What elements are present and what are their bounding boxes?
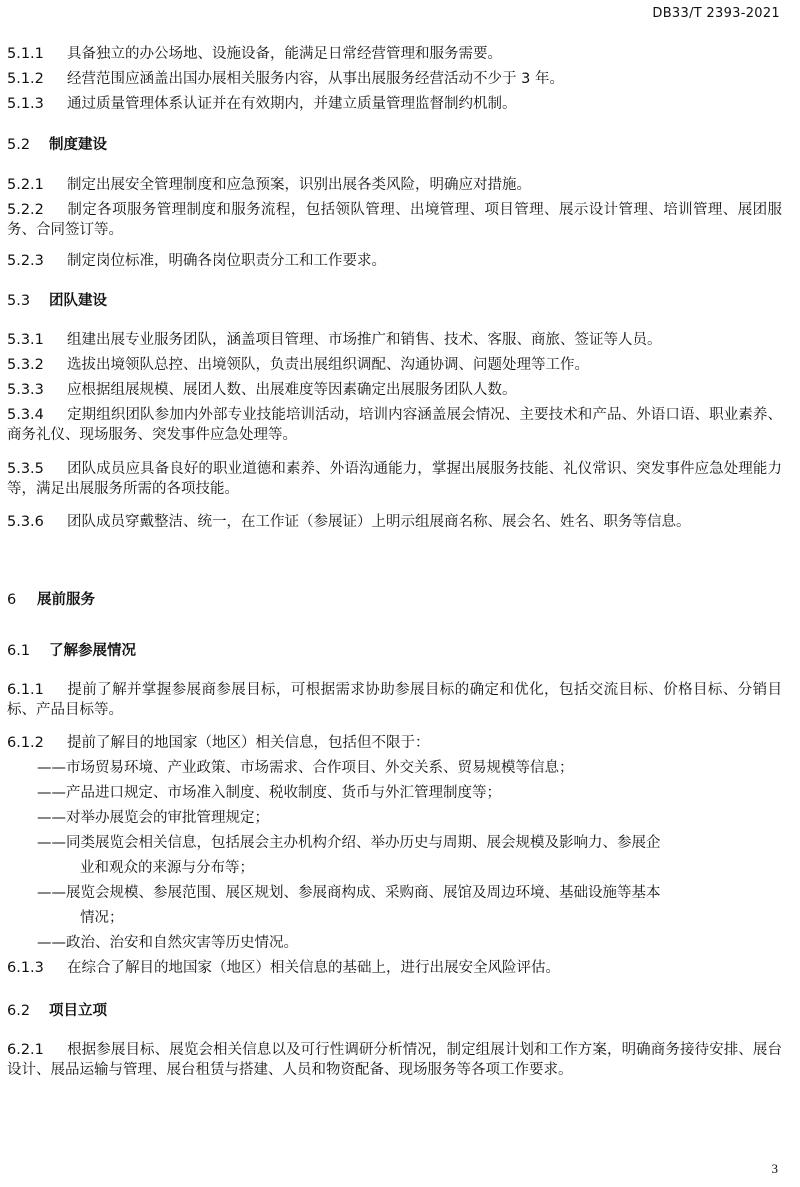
clause-text: 经营范围应涵盖出国办展相关服务内容，从事出展服务经营活动不少于 3 年。 [67,71,564,87]
list-item: ——对举办展览会的审批管理规定； [37,810,269,826]
heading-text: 了解参展情况 [49,643,136,659]
clause-number: 5.3.6 [7,514,44,530]
section-heading-5-3 [7,291,782,311]
clause-number: 5.1.2 [7,71,44,87]
list-item: ——产品进口规定、市场准入制度、税收制度、货币与外汇管理制度等； [37,785,501,801]
clause-text: 在综合了解目的地国家（地区）相关信息的基础上，进行出展安全风险评估。 [67,960,560,976]
clause-5-1-1 [7,44,782,64]
clause-6-1-1 [7,680,782,720]
clause-6-2-1 [7,1040,782,1080]
heading-number: 6 [7,592,17,608]
clause-text: 选拔出境领队总控、出境领队，负责出展组织调配、沟通协调、问题处理等工作。 [67,357,589,373]
list-item: ——同类展览会相关信息，包括展会主办机构介绍、举办历史与周期、展会规模及影响力、参展企 [37,835,661,851]
list-item: ——展览会规模、参展范围、展区规划、参展商构成、采购商、展馆及周边环境、基础设施等基本 [37,885,661,901]
list-item: ——政治、治安和自然灾害等历史情况。 [37,935,298,951]
clause-text: 通过质量管理体系认证并在有效期内，并建立质量管理监督制约机制。 [67,96,517,112]
document-code: DB33/T 2393-2021 [652,6,780,21]
clause-text: 制定各项服务管理制度和服务流程，包括领队管理、出境管理、项目管理、展示设计管理、培训管理、展团服务、合同签订等。 [7,202,782,238]
page-number: 3 [771,1161,778,1176]
clause-number: 5.2.2 [7,202,44,218]
clause-6-1-3 [7,958,782,978]
list-item-continued: 业和观众的来源与分布等； [80,860,254,876]
heading-text: 项目立项 [49,1003,107,1019]
clause-5-3-6 [7,512,782,532]
clause-text: 团队成员应具备良好的职业道德和素养、外语沟通能力，掌握出展服务技能、礼仪常识、突发事件应急处理能力等，满足出展服务所需的各项技能。 [7,461,782,497]
section-heading-5-2 [7,135,782,155]
section-heading-6-2 [7,1001,782,1021]
clause-number: 5.3.4 [7,407,44,423]
clause-5-2-2 [7,200,782,240]
clause-number: 5.1.1 [7,46,44,62]
clause-5-2-3 [7,251,782,271]
clause-5-3-5 [7,459,782,499]
clause-5-3-4 [7,405,782,445]
clause-6-1-2 [7,733,782,753]
list-item-continued: 情况； [80,910,124,926]
heading-number: 5.3 [7,293,31,309]
chapter-heading-6 [7,590,782,610]
clause-text: 根据参展目标、展览会相关信息以及可行性调研分析情况，制定组展计划和工作方案，明确商务接待安排、展台设计、展品运输与管理、展台租赁与搭建、人员和物资配备、现场服务等各项工作要求。 [7,1042,782,1078]
clause-number: 6.1.3 [7,960,44,976]
list-item: ——市场贸易环境、产业政策、市场需求、合作项目、外交关系、贸易规模等信息； [37,760,574,776]
heading-number: 6.2 [7,1003,31,1019]
clause-number: 6.1.1 [7,682,44,698]
clause-text: 提前了解目的地国家（地区）相关信息，包括但不限于： [67,735,430,751]
clause-number: 6.1.2 [7,735,44,751]
clause-text: 制定岗位标准，明确各岗位职责分工和工作要求。 [67,253,386,269]
clause-text: 具备独立的办公场地、设施设备，能满足日常经营管理和服务需要。 [67,46,502,62]
clause-number: 5.1.3 [7,96,44,112]
clause-text: 组建出展专业服务团队，涵盖项目管理、市场推广和销售、技术、客服、商旅、签证等人员。 [67,332,662,348]
clause-text: 团队成员穿戴整洁、统一，在工作证（参展证）上明示组展商名称、展会名、姓名、职务等信息。 [67,514,691,530]
section-heading-6-1 [7,641,782,661]
clause-5-1-2 [7,69,782,89]
clause-5-2-1 [7,175,782,195]
clause-5-3-1 [7,330,782,350]
clause-number: 5.2.3 [7,253,44,269]
heading-text: 制度建设 [49,137,107,153]
clause-number: 5.2.1 [7,177,44,193]
clause-number: 6.2.1 [7,1042,44,1058]
clause-number: 5.3.5 [7,461,44,477]
clause-text: 应根据组展规模、展团人数、出展难度等因素确定出展服务团队人数。 [67,382,517,398]
heading-number: 6.1 [7,643,31,659]
clause-5-3-2 [7,355,782,375]
clause-number: 5.3.2 [7,357,44,373]
clause-text: 提前了解并掌握参展商参展目标，可根据需求协助参展目标的确定和优化，包括交流目标、价格目标、分销目标、产品目标等。 [7,682,782,718]
clause-number: 5.3.3 [7,382,44,398]
clause-text: 定期组织团队参加内外部专业技能培训活动，培训内容涵盖展会情况、主要技术和产品、外语口语、职业素养、商务礼仪、现场服务、突发事件应急处理等。 [7,407,782,443]
heading-text: 团队建设 [49,293,107,309]
heading-number: 5.2 [7,137,31,153]
heading-text: 展前服务 [37,592,95,608]
clause-5-3-3 [7,380,782,400]
clause-5-1-3 [7,94,782,114]
clause-text: 制定出展安全管理制度和应急预案，识别出展各类风险，明确应对措施。 [67,177,531,193]
clause-number: 5.3.1 [7,332,44,348]
